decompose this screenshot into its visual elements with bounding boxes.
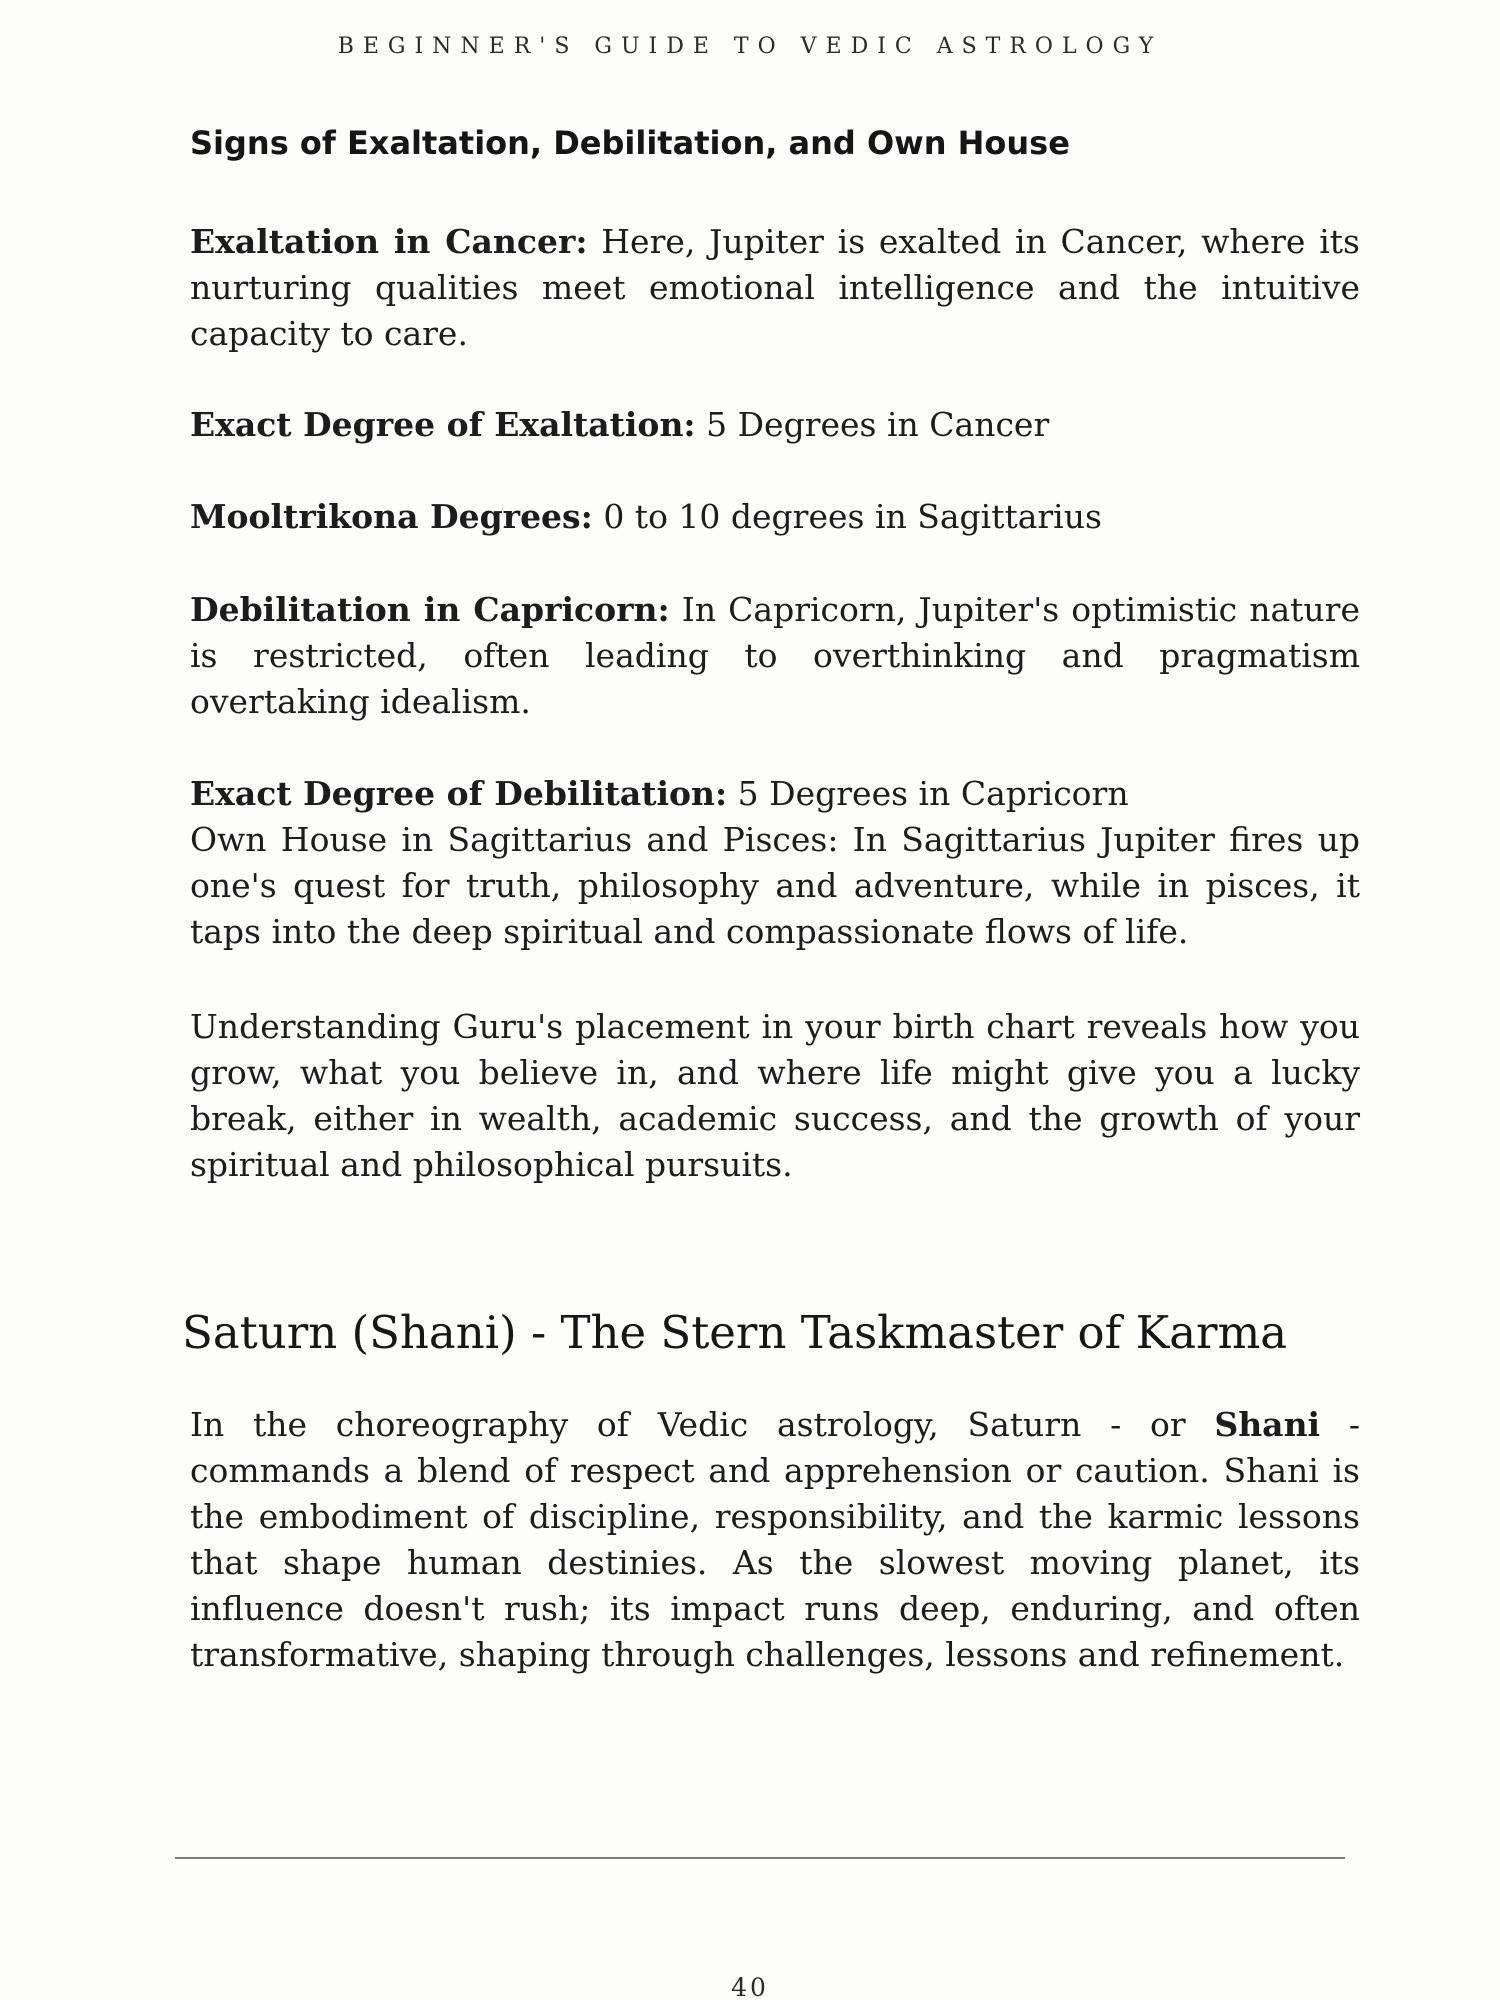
summary-text: Understanding Guru's placement in your birth chart reveals how you grow, what you believe in, and where life might give you a lucky break, either in wealth, academic success, and the growth of your spiritual and philosophical pursuits.	[190, 1007, 1360, 1184]
page-number: 40	[731, 1973, 769, 2002]
exact-debilitation-label: Exact Degree of Debilitation:	[190, 774, 728, 813]
exact-exaltation-label: Exact Degree of Exaltation:	[190, 405, 696, 444]
intro-text-after: - commands a blend of respect and apprehension or caution. Shani is the embodiment of discipline, responsibility, and the karmic lessons that shape human destinies. As the slowest moving planet, its influence doesn't rush; its impact runs deep, enduring, and often transformative, shaping through challenges, lessons and refinement.	[190, 1405, 1360, 1674]
own-house-paragraph: Own House in Sagittarius and Pisces: In Sagittarius Jupiter fires up one's quest for truth, philosophy and adventure, while in pisces, it taps into the deep spiritual and compassionate flows of life.	[190, 820, 1360, 951]
debilitation-paragraph	[190, 587, 1360, 725]
exaltation-label: Exaltation in Cancer:	[190, 222, 588, 261]
exaltation-text: Here, Jupiter is exalted in Cancer, where its nurturing qualities meet emotional intelligence and the intuitive capacity to care.	[190, 222, 1360, 353]
running-header: BEGINNER'S GUIDE TO VEDIC ASTROLOGY	[337, 34, 1163, 59]
mooltrikona-line	[190, 494, 1360, 540]
debilitation-text: In Capricorn, Jupiter's optimistic nature is restricted, often leading to overthinking and pragmatism overtaking idealism.	[190, 590, 1360, 721]
shani-term: Shani	[1214, 1405, 1321, 1444]
section-heading: Signs of Exaltation, Debilitation, and Own House	[190, 124, 1070, 162]
exact-debilitation-block	[190, 771, 1360, 955]
chapter-heading: Saturn (Shani) - The Stern Taskmaster of Karma	[182, 1306, 1288, 1359]
exact-exaltation-line	[190, 402, 1360, 448]
debilitation-label: Debilitation in Capricorn:	[190, 590, 670, 629]
intro-text-before: In the choreography of Vedic astrology, Saturn - or	[190, 1405, 1215, 1444]
exaltation-paragraph	[190, 219, 1360, 357]
exact-exaltation-text: 5 Degrees in Cancer	[695, 405, 1050, 444]
mooltrikona-text: 0 to 10 degrees in Sagittarius	[592, 497, 1102, 536]
exact-debilitation-text: 5 Degrees in Capricorn	[727, 774, 1129, 813]
summary-paragraph	[190, 1004, 1360, 1188]
footer-rule	[175, 1857, 1345, 1859]
mooltrikona-label: Mooltrikona Degrees:	[190, 497, 593, 536]
saturn-intro-paragraph	[190, 1402, 1360, 1678]
